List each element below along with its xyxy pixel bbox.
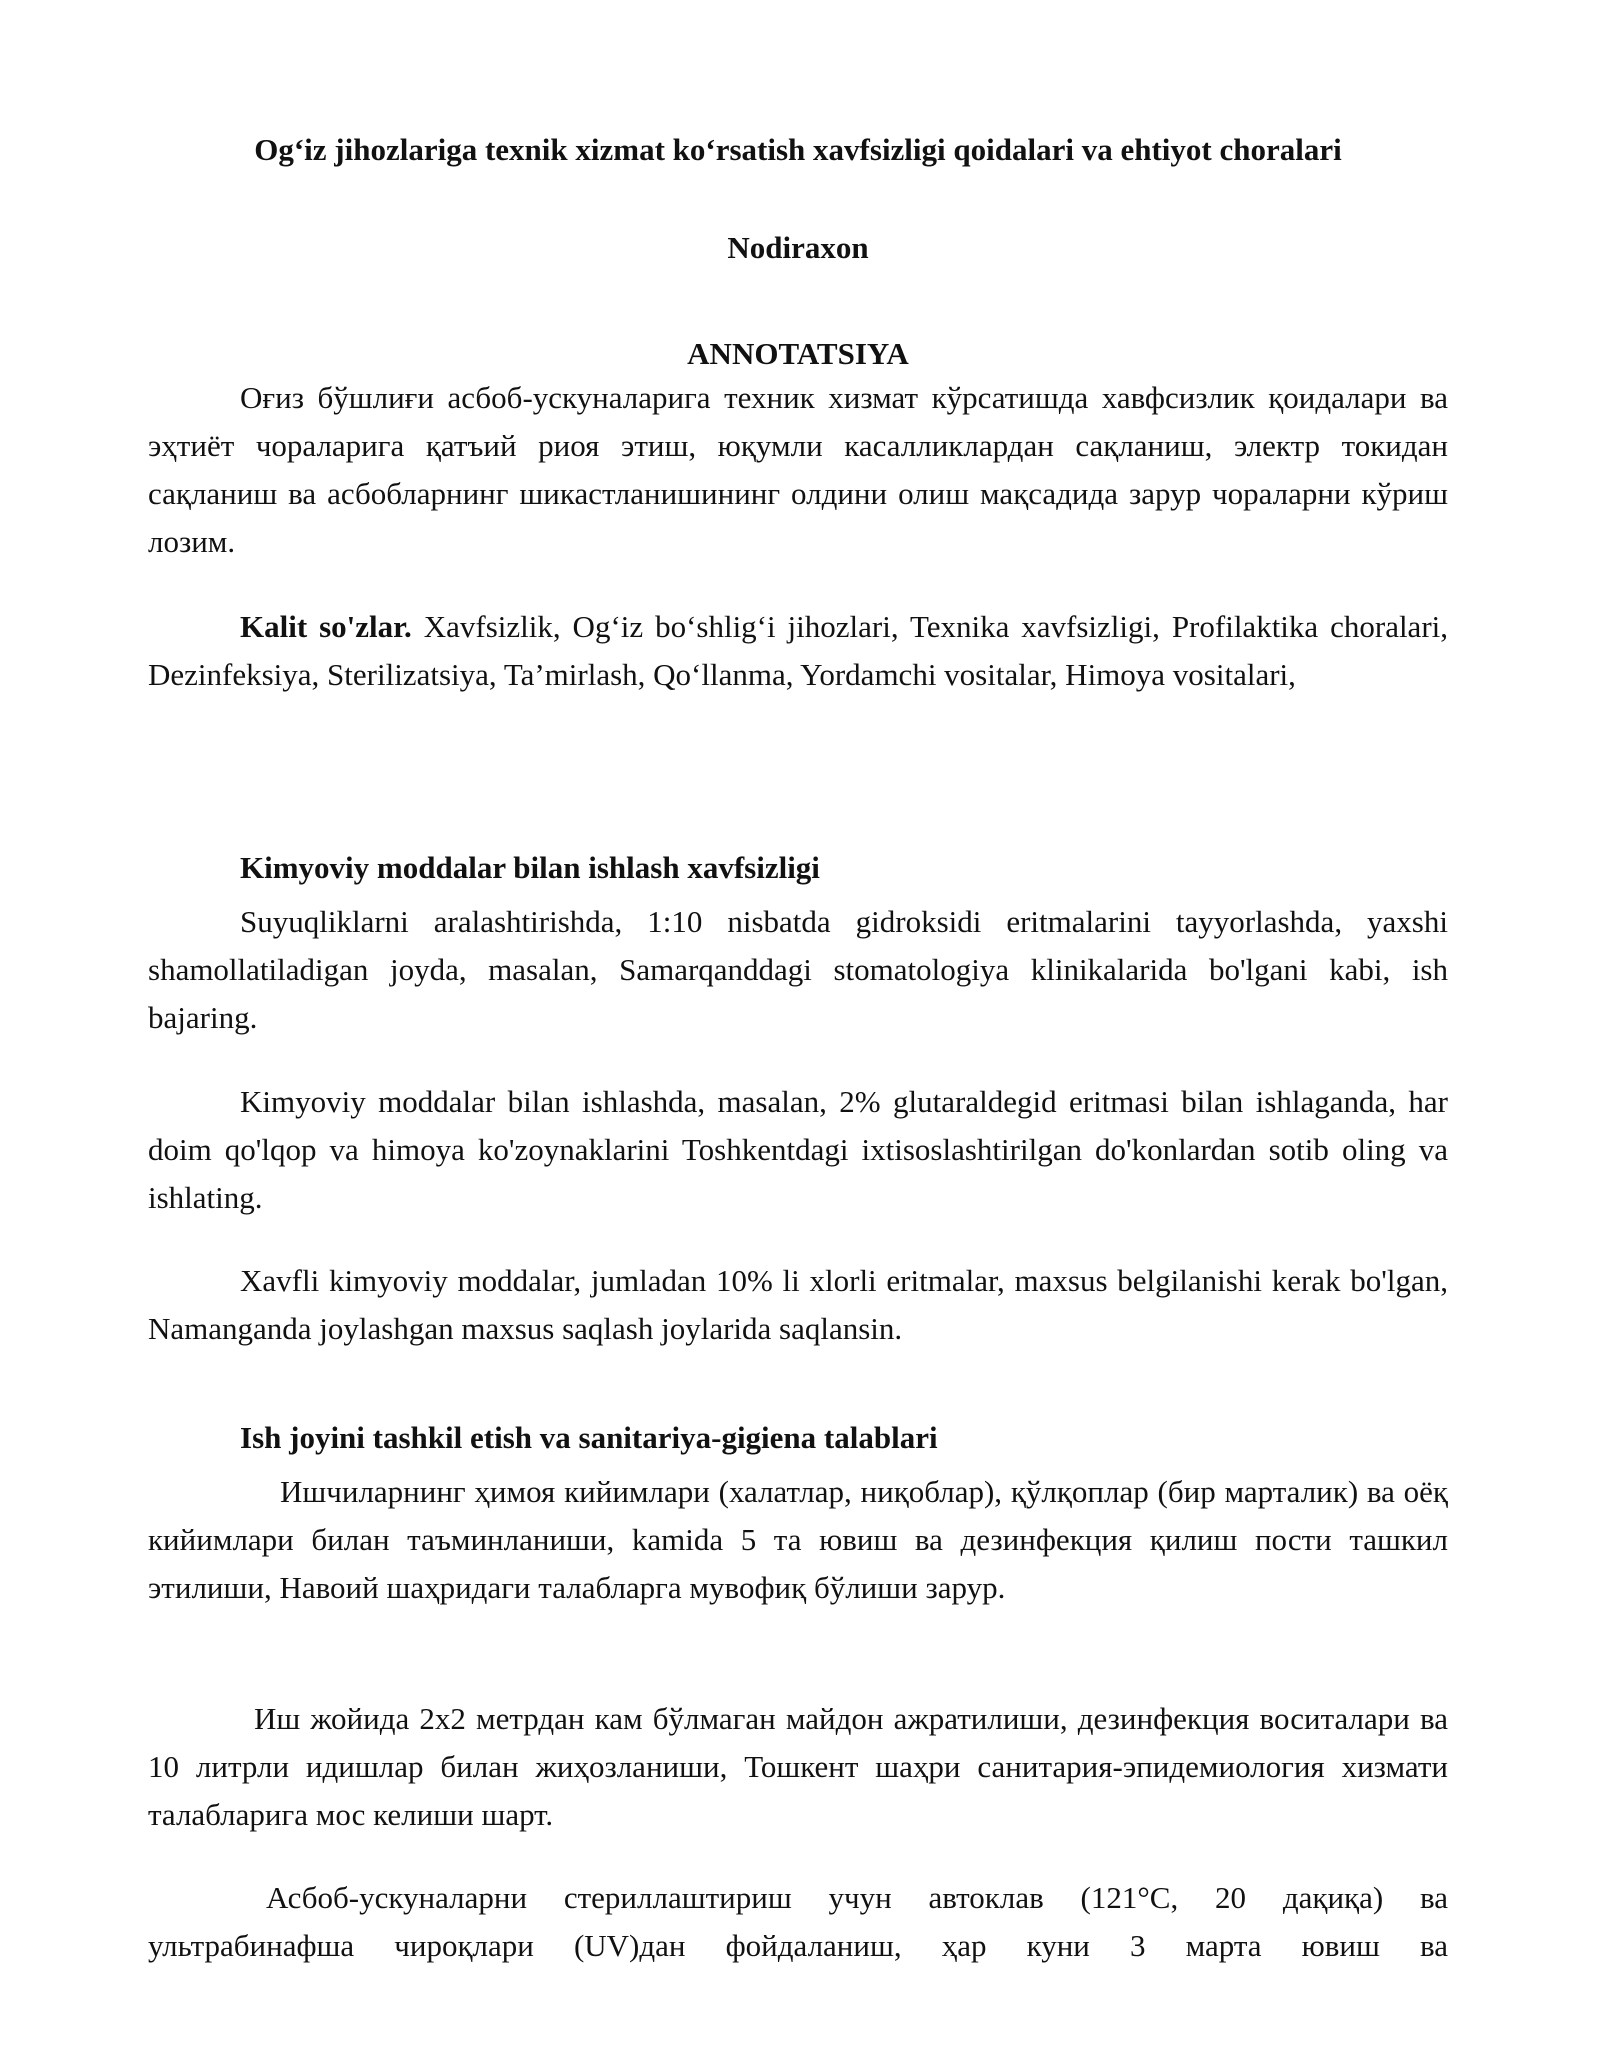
paragraph-text: Асбоб-ускуналарни стериллаштириш учун автоклав (121°C, 20 дақиқа) ва ультрабинафша чироқлари (UV)дан фойдаланиш, ҳар куни 3 марта ювиш ва (148, 1880, 1448, 1963)
section-heading-chemicals: Kimyoviy moddalar bilan ishlash xavfsizligi (240, 850, 820, 885)
annotation-paragraph (148, 374, 1448, 566)
annotation-heading: ANNOTATSIYA (687, 336, 909, 371)
section-heading-workplace: Ish joyini tashkil etish va sanitariya-gigiena talablari (240, 1420, 938, 1455)
paragraph-text: Xavfli kimyoviy moddalar, jumladan 10% li xlorli eritmalar, maxsus belgilanishi kerak bo'lgan, Namanganda joylashgan maxsus saqlash joylarida saqlansin. (148, 1263, 1448, 1346)
paragraph (148, 898, 1448, 1042)
keywords-paragraph (148, 603, 1448, 699)
annotation-text: Оғиз бўшлиғи асбоб-ускуналарига техник хизмат кўрсатишда хавфсизлик қоидалари ва эҳтиёт чораларига қатъий риоя этиш, юқумли касалликлардан сақланиш, электр токидан сақланиш ва асбобларнинг шикастланишининг олдини олиш мақсадида зарур чораларни кўриш лозим. (148, 380, 1448, 559)
paragraph (148, 1257, 1448, 1353)
keywords-text: Xavfsizlik, Og‘iz bo‘shlig‘i jihozlari, Texnika xavfsizligi, Profilaktika choralari, Dezinfeksiya, Sterilizatsiya, Ta’mirlash, Qo‘llanma, Yordamchi vositalar, Himoya vositalari, (148, 609, 1449, 692)
paragraph-text: Ишчиларнинг ҳимоя кийимлари (халатлар, ниқоблар), қўлқоплар (бир марталик) ва оёқ кийимлари билан таъминланиши, kamida 5 та ювиш ва дезинфекция қилиш пости ташкил этилиши, Навоий шаҳридаги талабларга мувофиқ бўлиши зарур. (148, 1474, 1448, 1605)
document-title: Og‘iz jihozlariga texnik xizmat ko‘rsatish xavfsizligi qoidalari va ehtiyot choralari (254, 132, 1342, 167)
paragraph (148, 1874, 1448, 1970)
paragraph (148, 1468, 1448, 1612)
paragraph-text: Иш жойида 2x2 метрдан кам бўлмаган майдон ажратилиши, дезинфекция воситалари ва 10 литрли идишлар билан жиҳозланиши, Тошкент шаҳри санитария-эпидемиология хизмати талабларига мос келиши шарт. (148, 1701, 1448, 1832)
author-name: Nodiraxon (727, 230, 869, 265)
paragraph (148, 1695, 1448, 1839)
paragraph-text: Kimyoviy moddalar bilan ishlashda, masalan, 2% glutaraldegid eritmasi bilan ishlaganda, har doim qo'lqop va himoya ko'zoynaklarini Toshkentdagi ixtisoslashtirilgan do'konlardan sotib oling va ishlating. (148, 1084, 1448, 1215)
keywords-label: Kalit so'zlar. (240, 609, 412, 644)
paragraph-text: Suyuqliklarni aralashtirishda, 1:10 nisbatda gidroksidi eritmalarini tayyorlashda, yaxshi shamollatiladigan joyda, masalan, Samarqanddagi stomatologiya klinikalarida bo'lgani kabi, ish bajaring. (148, 904, 1448, 1035)
paragraph (148, 1078, 1448, 1222)
